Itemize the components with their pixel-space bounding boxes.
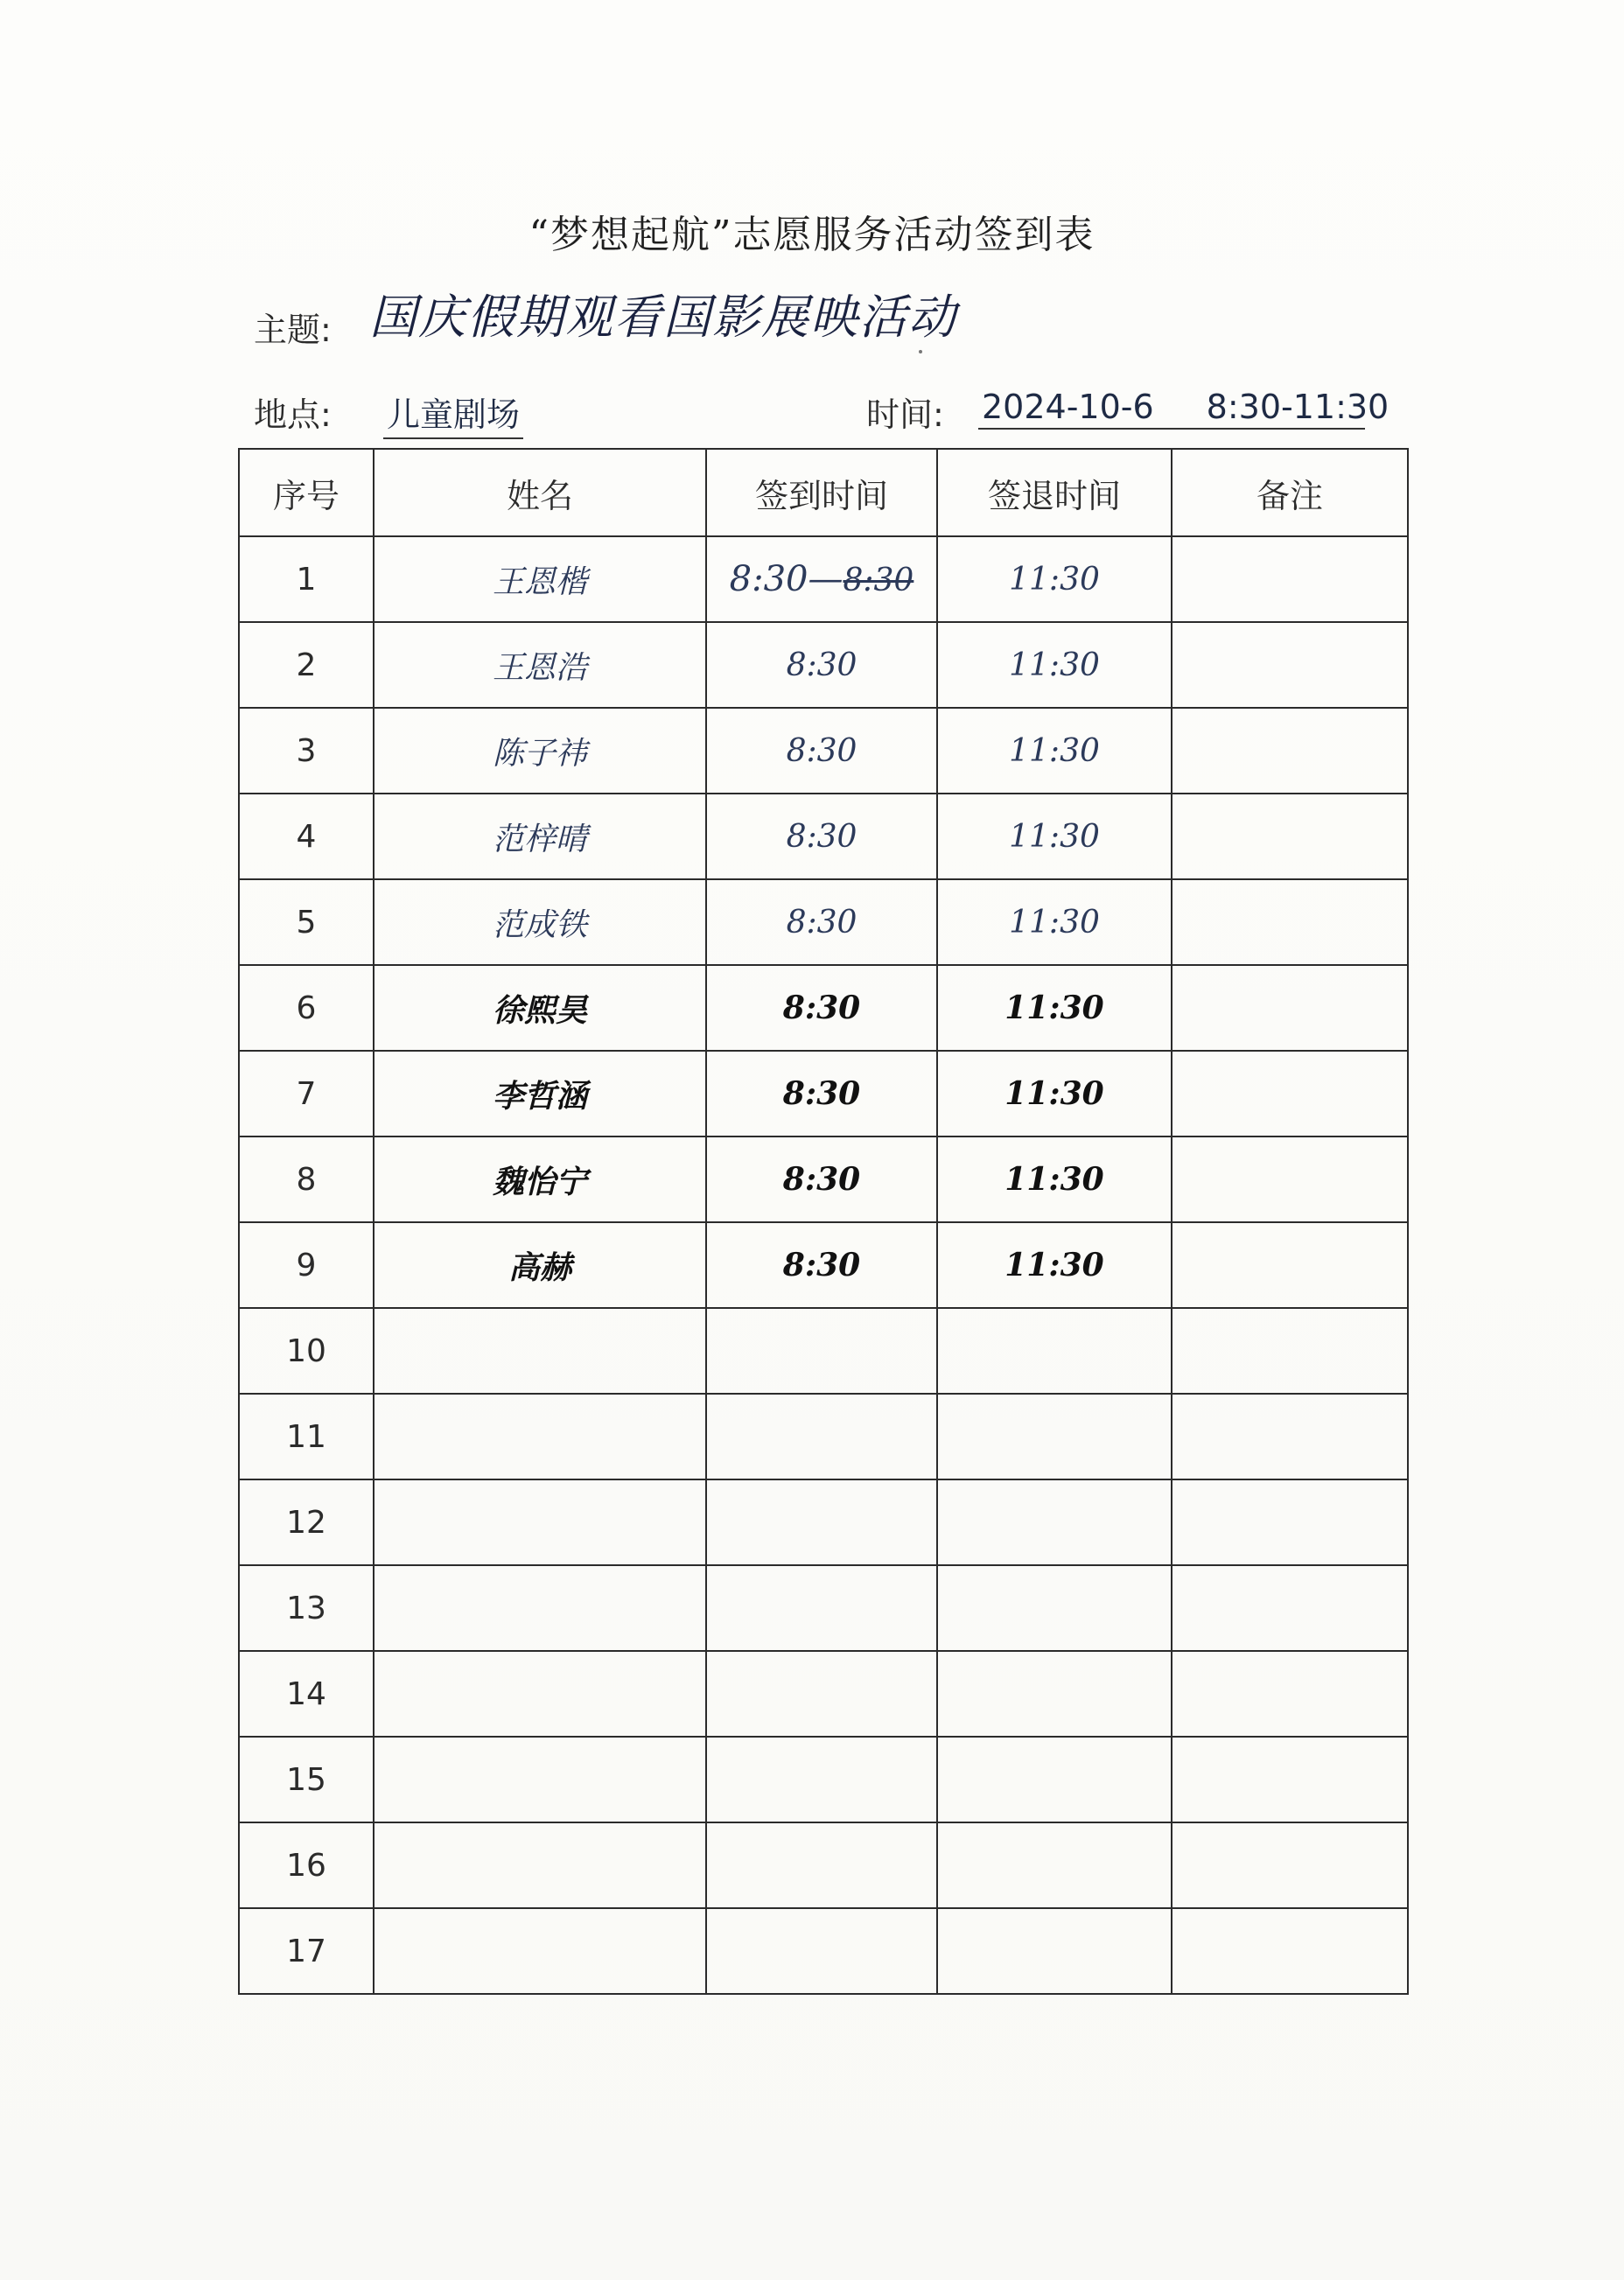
row-name (374, 1908, 706, 1994)
row-sign-in (706, 794, 937, 879)
table-row (239, 1737, 1408, 1822)
row-note (1172, 1308, 1408, 1394)
sign-in-table (238, 448, 1409, 1995)
row-name (374, 1565, 706, 1651)
row-sign-out: 11:30 (937, 879, 1172, 965)
table-row (239, 1651, 1408, 1737)
paper-speck (919, 350, 922, 353)
header-number: 序号 (239, 449, 374, 536)
form-title: “梦想起航”志愿服务活动签到表 (528, 213, 1096, 257)
row-number: 15 (239, 1737, 374, 1822)
row-sign-in (706, 1308, 937, 1394)
row-note (1172, 794, 1408, 879)
location-value: 儿童剧场 (383, 388, 523, 439)
row-number: 13 (239, 1565, 374, 1651)
row-sign-out: 11:30 (937, 536, 1172, 622)
theme-value: 国庆假期观看国影展映活动 (369, 290, 957, 345)
row-sign-in (706, 536, 937, 622)
row-sign-out: 11:30 (937, 622, 1172, 708)
table-row (239, 622, 1408, 708)
row-sign-in (706, 879, 937, 965)
row-number: 1 (239, 536, 374, 622)
row-note (1172, 879, 1408, 965)
sign-in-value: 8:30 (729, 559, 808, 599)
row-note (1172, 1651, 1408, 1737)
row-sign-out: 11:30 (937, 1051, 1172, 1137)
row-number: 3 (239, 708, 374, 794)
row-sign-out (937, 1565, 1172, 1651)
row-sign-in (706, 1479, 937, 1565)
sign-in-value: 8:30 (782, 1161, 861, 1198)
row-name: 魏怡宁 (374, 1137, 706, 1222)
table-row (239, 1565, 1408, 1651)
row-note (1172, 1908, 1408, 1994)
row-number: 9 (239, 1222, 374, 1308)
row-sign-out: 11:30 (937, 965, 1172, 1051)
row-number: 4 (239, 794, 374, 879)
row-sign-out: 11:30 (937, 708, 1172, 794)
row-sign-in (706, 1565, 937, 1651)
row-note (1172, 1222, 1408, 1308)
header-sign-out-time: 签退时间 (937, 449, 1172, 536)
row-name: 李哲涵 (374, 1051, 706, 1137)
row-note (1172, 1479, 1408, 1565)
table-row (239, 1908, 1408, 1994)
date-value: 2024-10-6 (982, 388, 1154, 426)
table-row (239, 1137, 1408, 1222)
row-sign-in (706, 1137, 937, 1222)
row-note (1172, 1822, 1408, 1908)
table-row (239, 1822, 1408, 1908)
row-name (374, 1479, 706, 1565)
row-number: 10 (239, 1308, 374, 1394)
row-sign-out: 11:30 (937, 794, 1172, 879)
row-name (374, 1308, 706, 1394)
row-name: 陈子祎 (374, 708, 706, 794)
row-sign-in (706, 1394, 937, 1479)
row-number: 6 (239, 965, 374, 1051)
sign-in-value: 8:30 (782, 1075, 861, 1112)
sign-in-value: 8:30 (786, 732, 858, 769)
row-note (1172, 1137, 1408, 1222)
table-header-row (239, 449, 1408, 536)
row-note (1172, 1051, 1408, 1137)
row-number: 16 (239, 1822, 374, 1908)
row-sign-out: 11:30 (937, 1222, 1172, 1308)
row-sign-out (937, 1737, 1172, 1822)
row-note (1172, 708, 1408, 794)
row-name (374, 1822, 706, 1908)
sign-in-value: 8:30 (786, 647, 858, 683)
row-sign-in (706, 1651, 937, 1737)
row-name: 范梓晴 (374, 794, 706, 879)
row-number: 8 (239, 1137, 374, 1222)
row-sign-in (706, 1737, 937, 1822)
row-sign-in (706, 1822, 937, 1908)
struck-sign-in-value: 8:30 (843, 563, 914, 598)
table-row (239, 536, 1408, 622)
table-row (239, 708, 1408, 794)
dash-separator: — (808, 559, 844, 599)
table-row (239, 1308, 1408, 1394)
header-note: 备注 (1172, 449, 1408, 536)
row-name: 王恩楷 (374, 536, 706, 622)
sign-in-value: 8:30 (782, 990, 861, 1026)
row-note (1172, 1565, 1408, 1651)
row-name: 范成铁 (374, 879, 706, 965)
time-label: 时间: (866, 395, 944, 434)
row-number: 2 (239, 622, 374, 708)
row-sign-out (937, 1394, 1172, 1479)
row-number: 7 (239, 1051, 374, 1137)
header-name: 姓名 (374, 449, 706, 536)
table-row (239, 1394, 1408, 1479)
row-sign-in (706, 708, 937, 794)
row-sign-out (937, 1308, 1172, 1394)
row-sign-in (706, 1908, 937, 1994)
row-name (374, 1651, 706, 1737)
table-row (239, 794, 1408, 879)
row-name: 徐熙昊 (374, 965, 706, 1051)
table-row (239, 1051, 1408, 1137)
sign-in-value: 8:30 (782, 1247, 861, 1283)
row-note (1172, 536, 1408, 622)
row-name (374, 1394, 706, 1479)
row-sign-in (706, 622, 937, 708)
time-range-value: 8:30-11:30 (1206, 388, 1390, 426)
row-note (1172, 622, 1408, 708)
table-row (239, 965, 1408, 1051)
row-note (1172, 965, 1408, 1051)
row-sign-out (937, 1651, 1172, 1737)
row-name (374, 1737, 706, 1822)
row-note (1172, 1394, 1408, 1479)
table-row (239, 1479, 1408, 1565)
theme-label: 主题: (254, 311, 332, 349)
location-label: 地点: (254, 395, 332, 434)
row-sign-out (937, 1822, 1172, 1908)
table-row (239, 879, 1408, 965)
header-sign-in-time: 签到时间 (706, 449, 937, 536)
row-number: 11 (239, 1394, 374, 1479)
row-sign-out (937, 1479, 1172, 1565)
sign-in-value: 8:30 (786, 904, 858, 941)
row-number: 5 (239, 879, 374, 965)
row-sign-in (706, 965, 937, 1051)
date-time-value (978, 388, 1390, 430)
row-name: 王恩浩 (374, 622, 706, 708)
table-body (239, 536, 1408, 1994)
row-sign-out (937, 1908, 1172, 1994)
row-number: 17 (239, 1908, 374, 1994)
row-name: 高赫 (374, 1222, 706, 1308)
row-sign-out: 11:30 (937, 1137, 1172, 1222)
table-row (239, 1222, 1408, 1308)
row-sign-in (706, 1051, 937, 1137)
row-number: 12 (239, 1479, 374, 1565)
row-note (1172, 1737, 1408, 1822)
row-number: 14 (239, 1651, 374, 1737)
row-sign-in (706, 1222, 937, 1308)
sign-in-value: 8:30 (786, 818, 858, 855)
